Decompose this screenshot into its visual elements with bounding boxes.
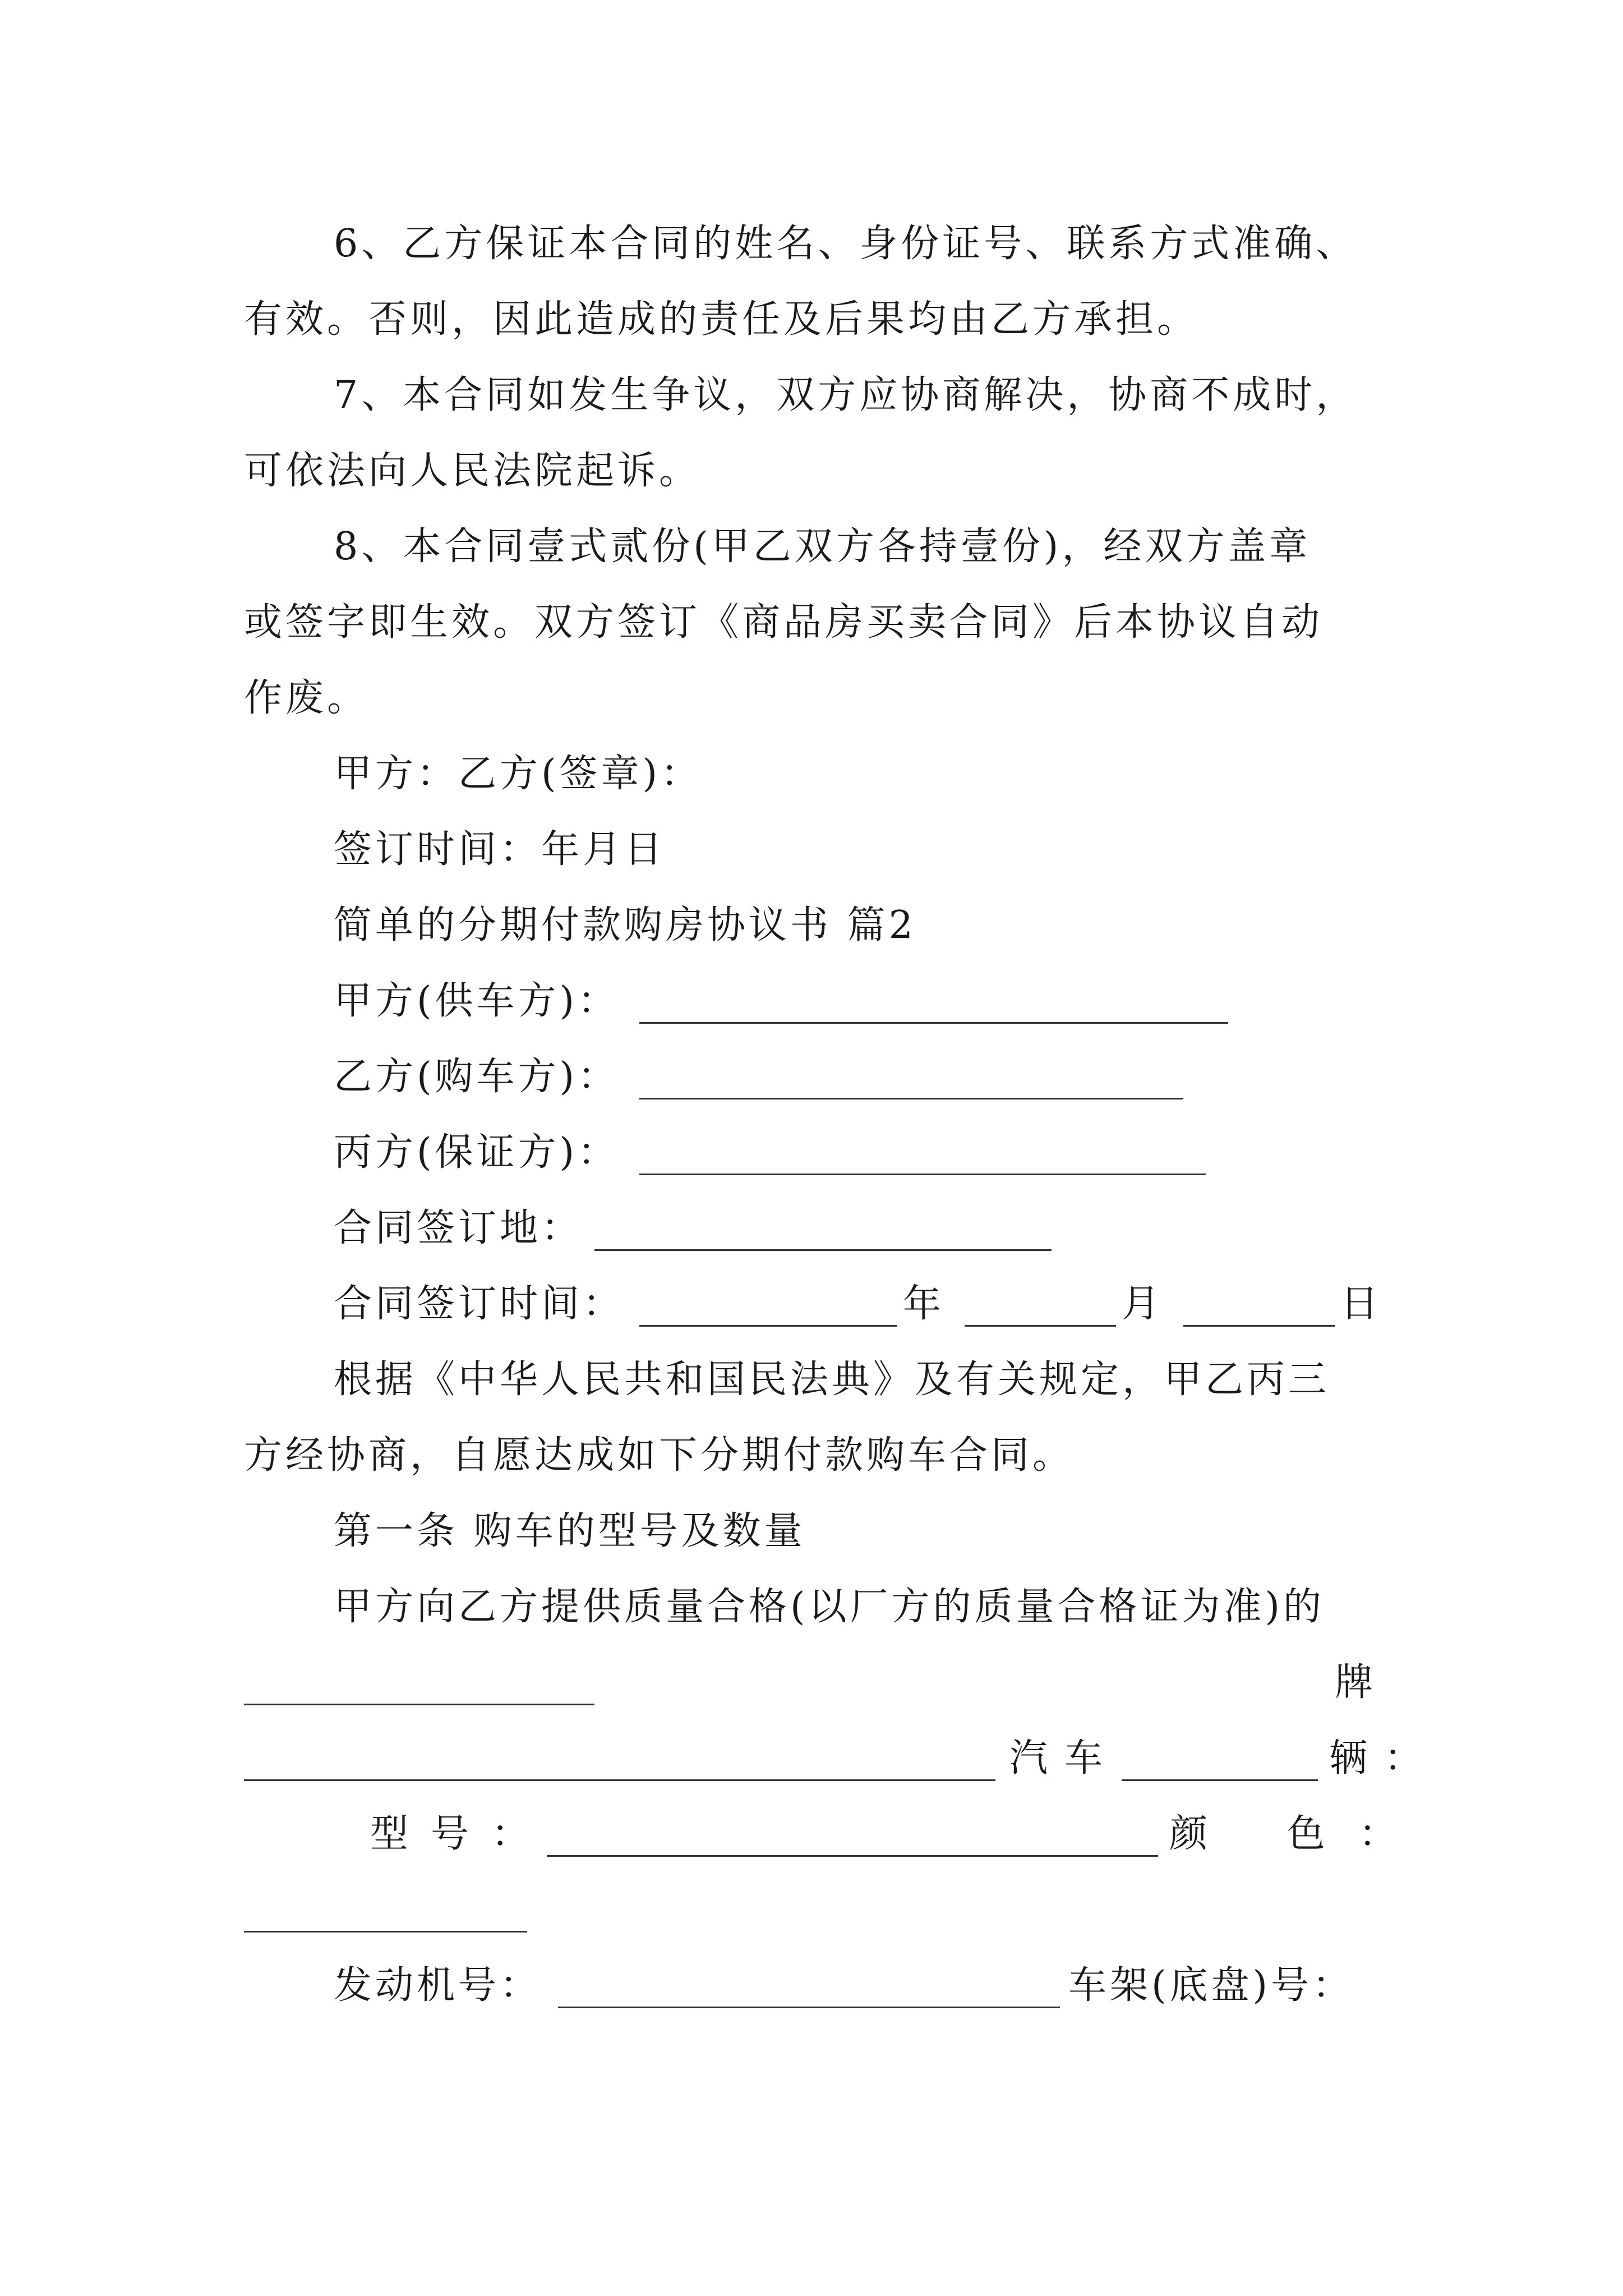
engine-label: 发动机号： bbox=[334, 1963, 542, 2008]
clause-7-line-1: 7、本合同如发生争议，双方应协商解决，协商不成时， bbox=[334, 373, 1358, 417]
party-b-label: 乙方(购车方)： bbox=[334, 1055, 620, 1099]
clause-6-line-1: 6、乙方保证本合同的姓名、身份证号、联系方式准确、 bbox=[334, 222, 1358, 266]
color-label: 颜 色： bbox=[1169, 1812, 1431, 1856]
article-1-title: 第一条 购车的型号及数量 bbox=[334, 1509, 806, 1553]
year-blank[interactable] bbox=[639, 1324, 897, 1327]
intro-line-2: 方经协商，自愿达成如下分期付款购车合同。 bbox=[244, 1433, 1075, 1478]
engine-blank[interactable] bbox=[558, 2005, 1060, 2008]
day-blank[interactable] bbox=[1183, 1324, 1335, 1327]
clause-8-line-1: 8、本合同壹式贰份(甲乙双方各持壹份)，经双方盖章 bbox=[334, 524, 1311, 569]
car-blank[interactable] bbox=[244, 1778, 995, 1781]
party-b-blank[interactable] bbox=[639, 1097, 1183, 1099]
unit-count-blank[interactable] bbox=[1122, 1778, 1318, 1781]
year-label: 年 bbox=[903, 1282, 945, 1326]
brand-blank[interactable] bbox=[244, 1703, 594, 1705]
clause-6-line-2: 有效。否则，因此造成的责任及后果均由乙方承担。 bbox=[244, 297, 1199, 342]
brand-label: 牌 bbox=[1335, 1660, 1377, 1705]
signature-date: 签订时间：年月日 bbox=[334, 827, 666, 872]
place-blank[interactable] bbox=[594, 1248, 1052, 1251]
month-label: 月 bbox=[1122, 1282, 1164, 1326]
clause-8-line-3: 作废。 bbox=[244, 676, 369, 720]
color-blank[interactable] bbox=[244, 1930, 527, 1932]
section-title: 简单的分期付款购房协议书 篇2 bbox=[334, 903, 916, 947]
day-label: 日 bbox=[1340, 1282, 1382, 1326]
clause-8-line-2: 或签字即生效。双方签订《商品房买卖合同》后本协议自动 bbox=[244, 600, 1324, 645]
chassis-label: 车架(底盘)号： bbox=[1068, 1963, 1354, 2008]
party-a-blank[interactable] bbox=[639, 1021, 1228, 1024]
time-label: 合同签订时间： bbox=[334, 1282, 625, 1326]
car-label: 汽车 bbox=[1009, 1736, 1120, 1780]
signature-parties: 甲方：乙方(签章)： bbox=[334, 752, 703, 796]
party-c-label: 丙方(保证方)： bbox=[334, 1130, 620, 1175]
party-a-label: 甲方(供车方)： bbox=[334, 979, 620, 1023]
unit-label: 辆： bbox=[1329, 1736, 1440, 1780]
model-blank[interactable] bbox=[547, 1854, 1158, 1857]
clause-7-line-2: 可依法向人民法院起诉。 bbox=[244, 449, 701, 493]
place-label: 合同签订地： bbox=[334, 1206, 583, 1250]
party-c-blank[interactable] bbox=[639, 1172, 1206, 1175]
intro-line-1: 根据《中华人民共和国民法典》及有关规定，甲乙丙三 bbox=[334, 1358, 1330, 1402]
month-blank[interactable] bbox=[965, 1324, 1116, 1327]
model-label: 型号： bbox=[370, 1812, 552, 1856]
article-1-line-1: 甲方向乙方提供质量合格(以厂方的质量合格证为准)的 bbox=[334, 1585, 1325, 1629]
